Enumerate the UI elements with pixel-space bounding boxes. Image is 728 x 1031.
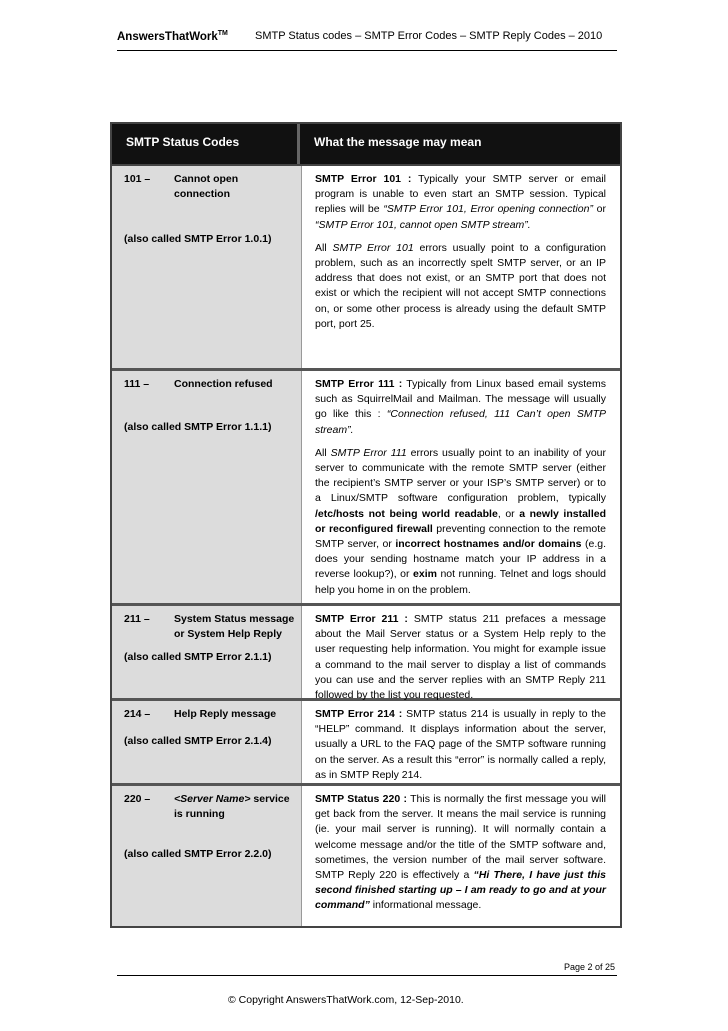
column-header-codes: SMTP Status Codes (112, 124, 300, 164)
error-lead: SMTP Error 211 : (315, 613, 408, 625)
code-number: 111 – (124, 378, 150, 390)
table-header (112, 124, 620, 166)
description-text: not running. Telnet and logs should help you home in on the problem. (315, 568, 606, 596)
error-lead: SMTP Error 214 : (315, 708, 403, 720)
description-text: or (592, 203, 606, 216)
code-alias: (also called SMTP Error 2.1.1) (124, 651, 272, 663)
header-title: SMTP Status codes – SMTP Error Codes – SMTP Reply Codes – 2010 (255, 30, 603, 42)
code-name: Connection refused (174, 378, 273, 390)
copyright-notice: © Copyright AnswersThatWork.com, 12-Sep-2010. (228, 994, 464, 1006)
code-number: 220 – (124, 793, 151, 805)
code-cell (112, 606, 302, 698)
description-text: errors usually point to an inability of your server to communicate with the remote SMTP server (either the recipient’s SMTP server or your ISP’s SMTP server) or to a Linux/SMTP software configuration problem, typically (315, 446, 606, 505)
error-lead: SMTP Error 111 : (315, 378, 403, 390)
meaning-cell (302, 786, 620, 926)
description-text: , or (497, 507, 520, 520)
code-number: 101 – (124, 173, 151, 185)
highlight-term: a newly installed or reconfigured firewall (315, 507, 606, 535)
quoted-reply: “SMTP Error 101, cannot open SMTP stream”. (315, 218, 531, 231)
code-alias: (also called SMTP Error 2.2.0) (124, 848, 272, 860)
error-lead: SMTP Error 101 : (315, 173, 412, 185)
code-name (174, 792, 297, 821)
description-text: errors usually point to a configuration problem, such as an incorrectly spelt SMTP server, or an IP address that does not exist, or an SMTP port that does not exist or which the recipient will not accept SMTP connections on, or some other process is already using the default SMTP port, port 25. (315, 241, 607, 330)
table-row (112, 786, 620, 928)
highlight-term: exim (413, 568, 437, 581)
description-text: Typically from Linux based email systems such as SquirrelMail and Mailman. The message will usually go like this : (315, 378, 606, 421)
description-text: SMTP status 214 is usually in reply to the “HELP” command. It displays information about the server, usually a URL to the FAQ page of the SMTP software running on the server. As a result this “error” is normally called a reply, as in SMTP Reply 214. (315, 708, 606, 781)
description-text: Typically your SMTP server or email program is unable to even start an SMTP session. Typical replies will be (315, 173, 606, 216)
trademark-mark: TM (217, 30, 228, 37)
description-text: (e.g. does your sending hostname match your IP address in a reverse lookup?), or (315, 538, 606, 581)
highlight-term: incorrect hostnames and/or domains (395, 538, 582, 551)
description-text: This is normally the first message you will get back from the server. It means the mail service is running (ie. your mail server is running). It will normally contain a welcome message and/or the title of the SMTP software and, sometimes, the version number of the mail server software. SMTP Reply 220 is effectively a (315, 793, 606, 882)
code-cell (112, 371, 302, 603)
description-text: informational message. (369, 899, 482, 912)
meaning-cell (302, 701, 620, 783)
description-text: SMTP status 211 prefaces a message about the Mail Server status or a System Help reply to the user requesting help information. You might for example issue a command to the mail server to display a list of commands you can use and the server replies with an SMTP Reply 211 followed by the list you requested. (315, 613, 607, 702)
quoted-reply: “SMTP Error 101, Error opening connection” (383, 203, 593, 216)
table-row (112, 371, 620, 606)
page-header (117, 30, 617, 50)
meaning-cell (302, 166, 620, 368)
error-name: SMTP Error 111 (330, 446, 407, 459)
code-alias: (also called SMTP Error 2.1.4) (124, 734, 272, 747)
code-cell (112, 786, 302, 926)
error-lead: SMTP Status 220 : (315, 793, 408, 805)
code-number: 211 – (124, 613, 150, 625)
meaning-cell (302, 371, 620, 603)
description-text: All (315, 446, 331, 459)
code-cell (112, 166, 302, 368)
column-header-meaning: What the message may mean (314, 135, 482, 149)
smtp-codes-table (110, 122, 622, 928)
footer-divider (117, 975, 617, 976)
quoted-reply: “Connection refused, 111 Can’t open SMTP stream”. (315, 408, 606, 436)
table-row (112, 606, 620, 701)
description-text: All (315, 241, 333, 254)
code-name: System Status message or System Help Reply (174, 613, 295, 640)
server-name-placeholder: <Server Name> (174, 793, 251, 805)
description-text: preventing connection to the remote SMTP server, or (315, 522, 606, 551)
code-alias: (also called SMTP Error 1.0.1) (124, 233, 272, 245)
table-row (112, 166, 620, 371)
code-name-rest: service is running (174, 793, 290, 820)
code-name: Help Reply message (174, 708, 277, 720)
quoted-reply: “Hi There, I have just this second finished starting up – I am ready to go and at your command” (315, 869, 607, 912)
code-cell (112, 701, 302, 783)
code-number: 214 – (124, 708, 151, 720)
error-name: SMTP Error 101 (332, 241, 414, 254)
page-number: Page 2 of 25 (564, 962, 616, 972)
brand-name: AnswersThatWork™ (117, 30, 228, 43)
code-name: Cannot open connection (174, 173, 239, 200)
header-divider (117, 50, 617, 51)
meaning-cell (302, 606, 620, 702)
table-row (112, 701, 620, 786)
highlight-term: /etc/hosts not being world readable (315, 507, 498, 520)
code-alias: (also called SMTP Error 1.1.1) (124, 420, 272, 433)
